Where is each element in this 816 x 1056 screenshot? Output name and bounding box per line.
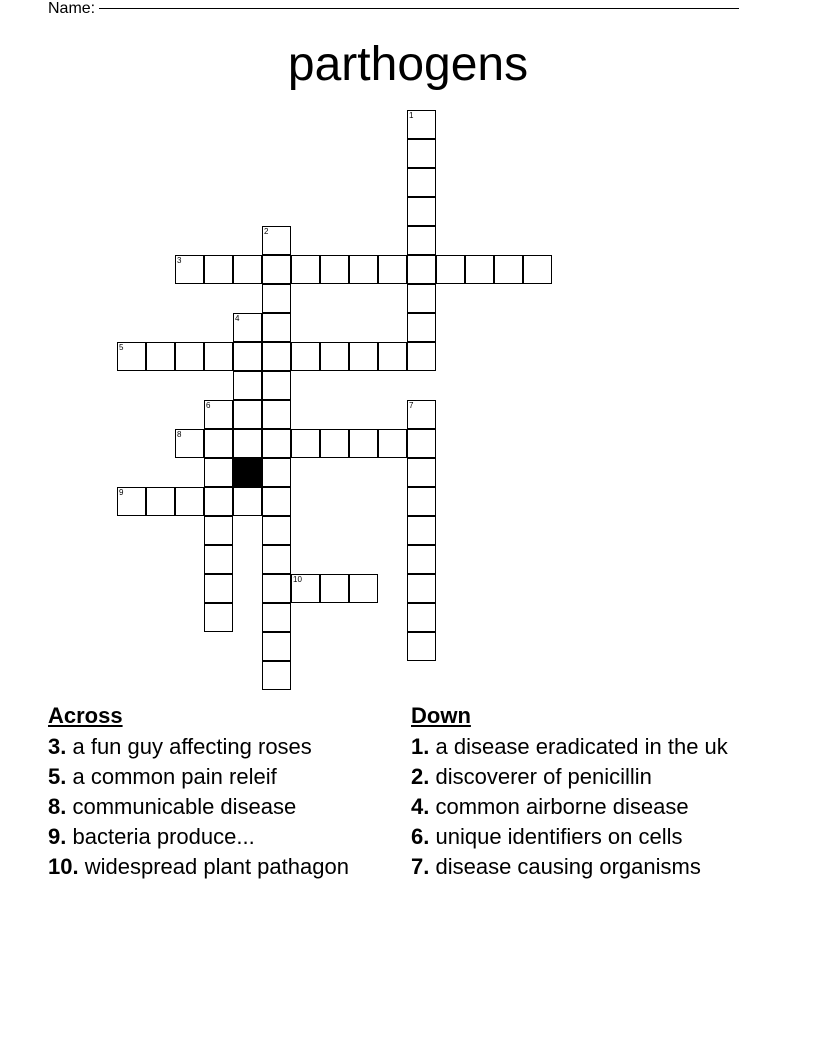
grid-cell[interactable] (407, 400, 436, 429)
grid-cell[interactable] (233, 313, 262, 342)
clue-number-8: 8 (177, 430, 182, 439)
grid-cell[interactable] (291, 255, 320, 284)
grid-cell[interactable] (262, 516, 291, 545)
down-clues (411, 703, 751, 884)
clue-number-5: 5 (119, 343, 124, 352)
grid-cell[interactable] (233, 371, 262, 400)
grid-cell[interactable] (407, 110, 436, 139)
clue-across-8: 8. communicable disease (48, 794, 297, 819)
grid-cell[interactable] (349, 429, 378, 458)
grid-cell[interactable] (320, 255, 349, 284)
clue-number-7: 7 (409, 401, 414, 410)
grid-cell[interactable] (320, 429, 349, 458)
grid-cell[interactable] (262, 603, 291, 632)
grid-cell[interactable] (233, 429, 262, 458)
grid-cell[interactable] (146, 487, 175, 516)
grid-cell[interactable] (320, 574, 349, 603)
blocked-cell (233, 458, 262, 487)
grid-cell[interactable] (407, 139, 436, 168)
clue-number-1: 1 (409, 111, 414, 120)
grid-cell[interactable] (262, 371, 291, 400)
grid-cell[interactable] (204, 487, 233, 516)
grid-cell[interactable] (117, 487, 146, 516)
grid-cell[interactable] (233, 400, 262, 429)
grid-cell[interactable] (262, 226, 291, 255)
grid-cell[interactable] (175, 487, 204, 516)
clue-across-10: 10. widespread plant pathagon (48, 854, 349, 879)
clue-number-3: 3 (177, 256, 182, 265)
grid-cell[interactable] (407, 197, 436, 226)
grid-cell[interactable] (233, 255, 262, 284)
grid-cell[interactable] (262, 545, 291, 574)
grid-cell[interactable] (407, 574, 436, 603)
grid-cell[interactable] (262, 284, 291, 313)
name-underline[interactable] (99, 8, 739, 9)
grid-cell[interactable] (233, 487, 262, 516)
grid-cell[interactable] (407, 487, 436, 516)
grid-cell[interactable] (407, 516, 436, 545)
grid-cell[interactable] (262, 661, 291, 690)
grid-cell[interactable] (262, 400, 291, 429)
grid-cell[interactable] (262, 255, 291, 284)
grid-cell[interactable] (291, 342, 320, 371)
grid-cell[interactable] (175, 429, 204, 458)
grid-cell[interactable] (204, 516, 233, 545)
grid-cell[interactable] (407, 284, 436, 313)
grid-cell[interactable] (407, 458, 436, 487)
grid-cell[interactable] (262, 632, 291, 661)
grid-cell[interactable] (320, 342, 349, 371)
down-heading: Down (411, 703, 471, 728)
clue-down-6: 6. unique identifiers on cells (411, 824, 683, 849)
grid-cell[interactable] (407, 255, 436, 284)
grid-cell[interactable] (204, 458, 233, 487)
grid-cell[interactable] (523, 255, 552, 284)
grid-cell[interactable] (349, 342, 378, 371)
clue-across-3: 3. a fun guy affecting roses (48, 734, 312, 759)
clue-number-2: 2 (264, 227, 269, 236)
puzzle-title: parthogens (287, 38, 529, 91)
clue-down-1: 1. a disease eradicated in the uk (411, 734, 728, 759)
grid-cell[interactable] (407, 168, 436, 197)
grid-cell[interactable] (204, 429, 233, 458)
grid-cell[interactable] (146, 342, 175, 371)
grid-cell[interactable] (407, 313, 436, 342)
grid-cell[interactable] (175, 342, 204, 371)
grid-cell[interactable] (378, 429, 407, 458)
name-field[interactable] (48, 0, 739, 18)
grid-cell[interactable] (407, 342, 436, 371)
clue-number-10: 10 (293, 575, 302, 584)
grid-cell[interactable] (204, 342, 233, 371)
grid-cell[interactable] (465, 255, 494, 284)
grid-cell[interactable] (262, 313, 291, 342)
grid-cell[interactable] (407, 545, 436, 574)
across-heading: Across (48, 703, 123, 728)
grid-cell[interactable] (233, 342, 262, 371)
grid-cell[interactable] (407, 226, 436, 255)
grid-cell[interactable] (117, 342, 146, 371)
grid-cell[interactable] (407, 429, 436, 458)
grid-cell[interactable] (407, 632, 436, 661)
clue-number-4: 4 (235, 314, 240, 323)
grid-cell[interactable] (175, 255, 204, 284)
grid-cell[interactable] (204, 574, 233, 603)
grid-cell[interactable] (407, 603, 436, 632)
grid-cell[interactable] (204, 255, 233, 284)
grid-cell[interactable] (291, 574, 320, 603)
grid-cell[interactable] (494, 255, 523, 284)
grid-cell[interactable] (349, 255, 378, 284)
grid-cell[interactable] (262, 487, 291, 516)
clue-number-6: 6 (206, 401, 211, 410)
clue-across-9: 9. bacteria produce... (48, 824, 255, 849)
grid-cell[interactable] (291, 429, 320, 458)
across-clues (48, 703, 378, 884)
grid-cell[interactable] (262, 342, 291, 371)
grid-cell[interactable] (204, 603, 233, 632)
grid-cell[interactable] (262, 429, 291, 458)
grid-cell[interactable] (378, 342, 407, 371)
clue-across-5: 5. a common pain releif (48, 764, 277, 789)
grid-cell[interactable] (262, 574, 291, 603)
grid-cell[interactable] (349, 574, 378, 603)
clue-down-2: 2. discoverer of penicillin (411, 764, 652, 789)
grid-cell[interactable] (436, 255, 465, 284)
clue-down-4: 4. common airborne disease (411, 794, 689, 819)
clue-number-9: 9 (119, 488, 124, 497)
name-label: Name: (48, 0, 96, 17)
clue-down-7: 7. disease causing organisms (411, 854, 701, 879)
grid-cell[interactable] (204, 400, 233, 429)
grid-cell[interactable] (378, 255, 407, 284)
grid-cell[interactable] (204, 545, 233, 574)
grid-cell[interactable] (262, 458, 291, 487)
